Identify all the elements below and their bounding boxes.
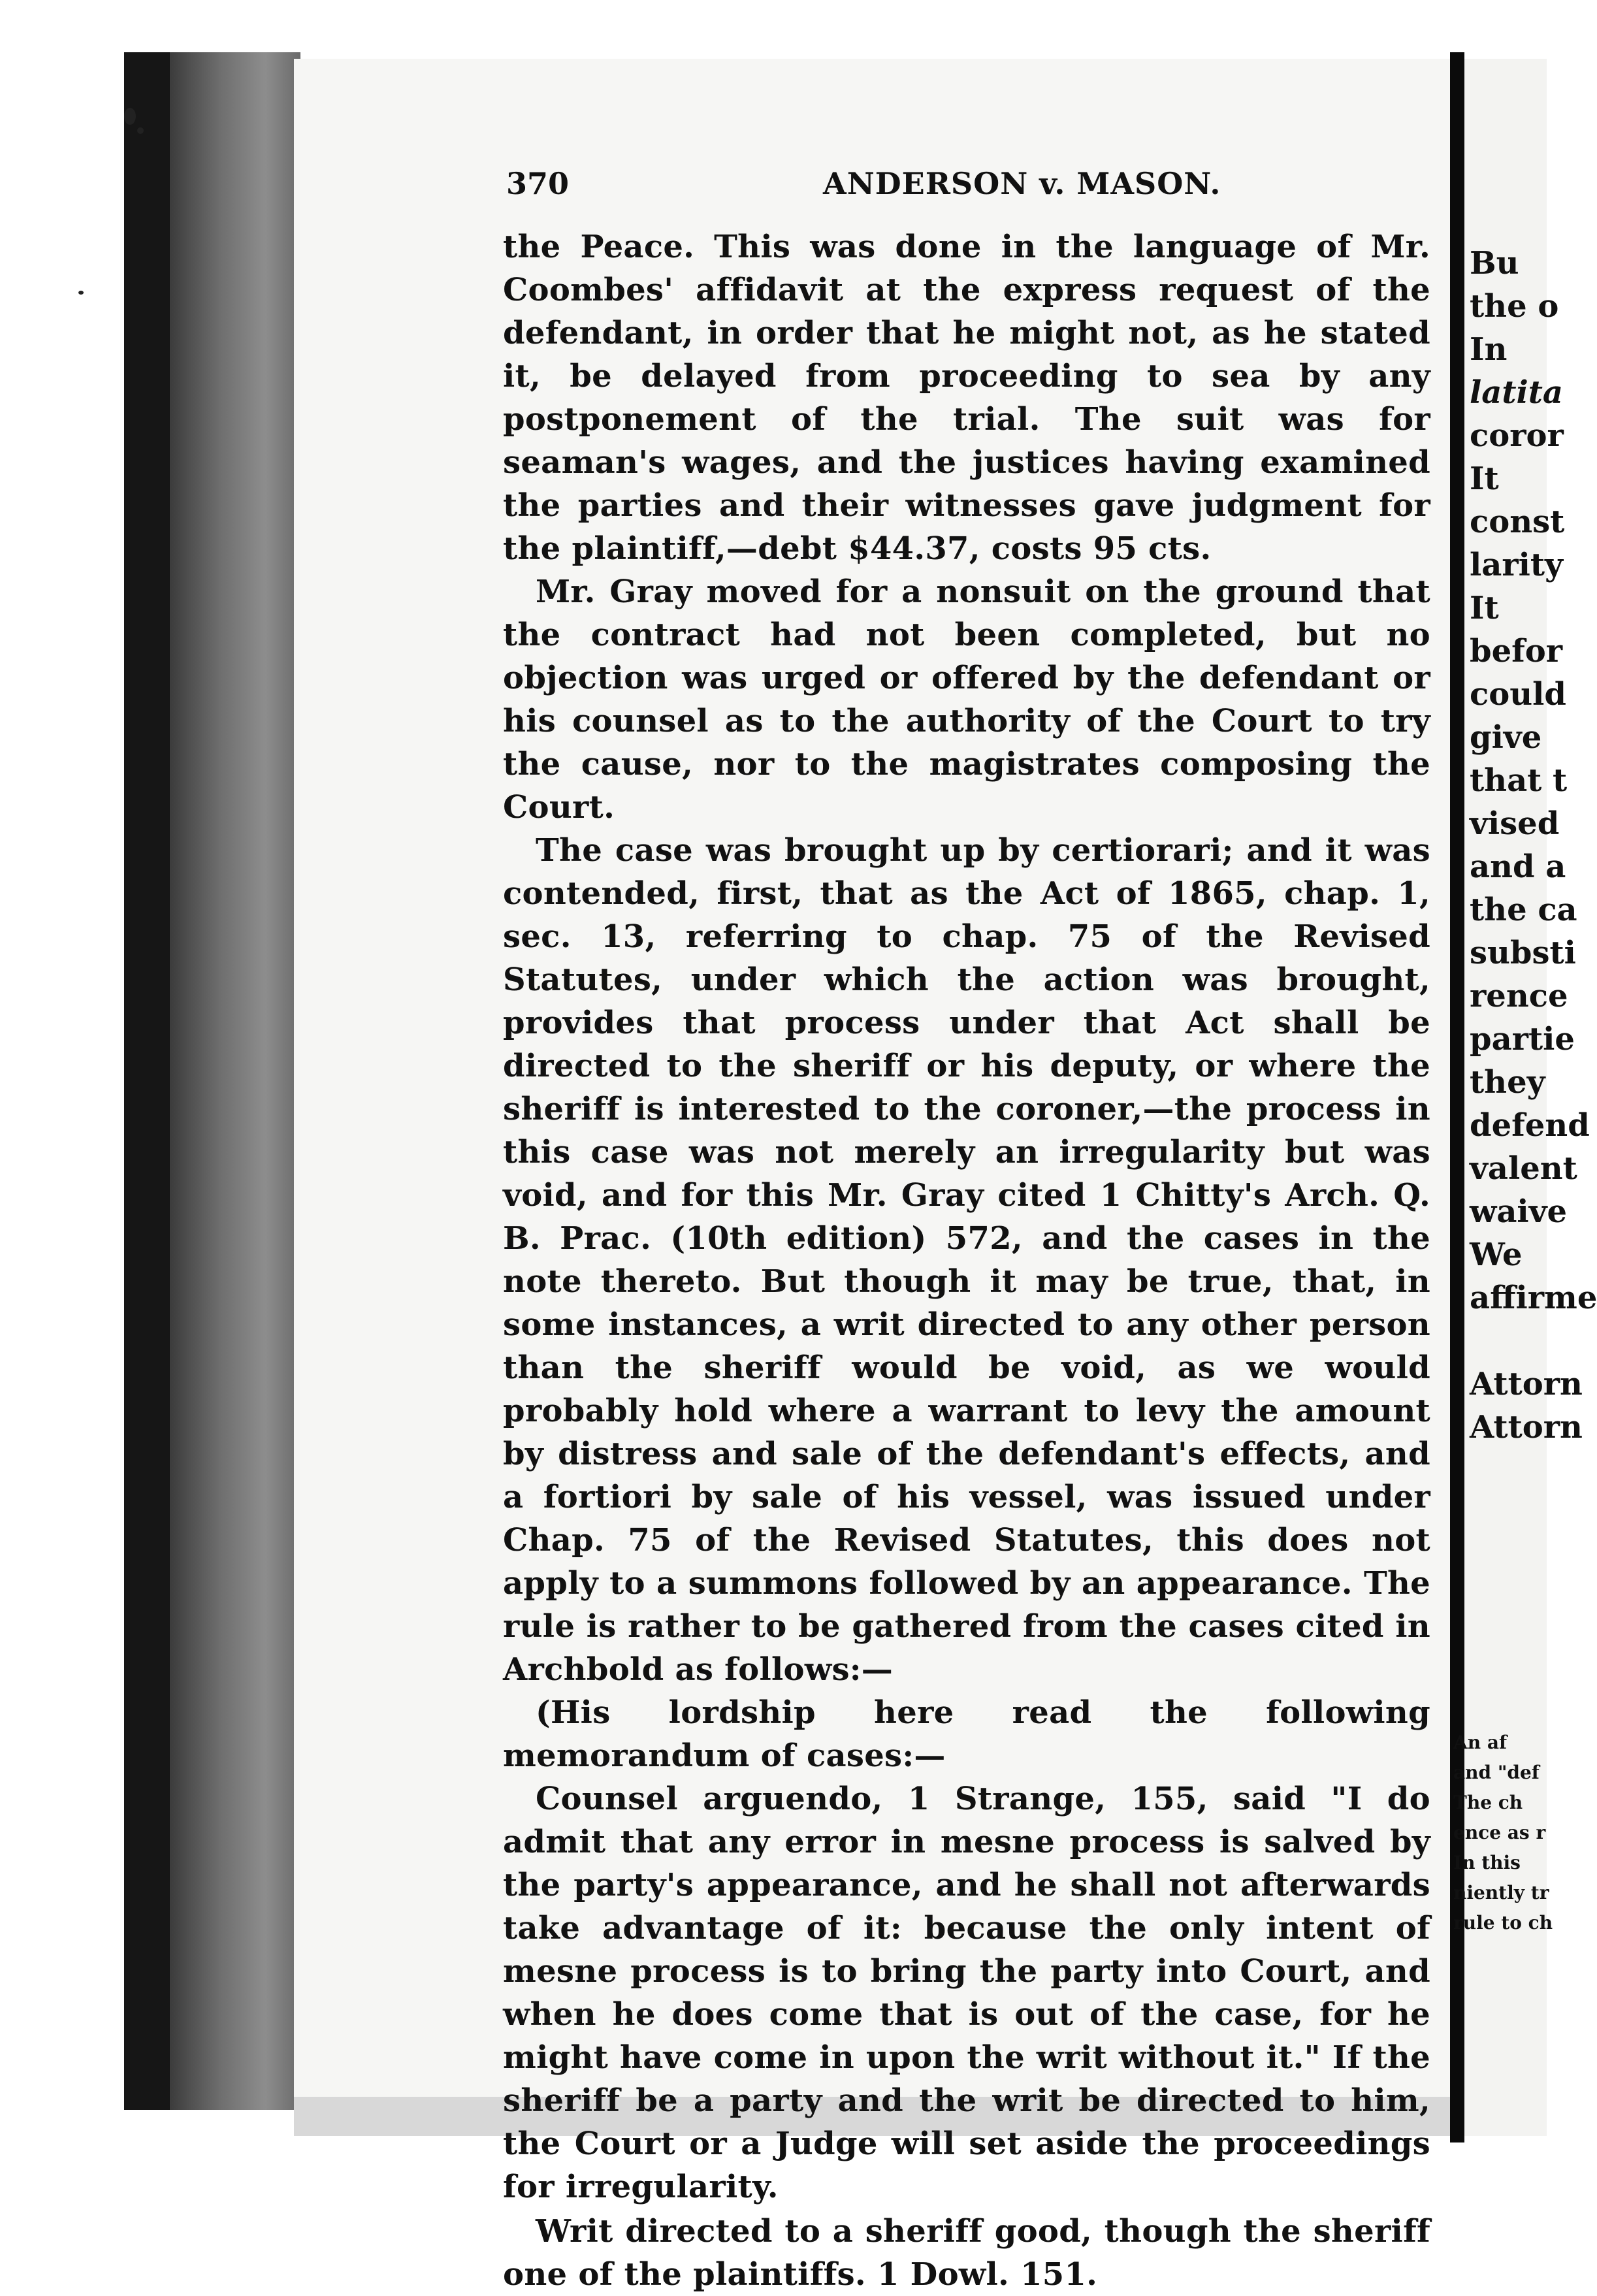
right-page-note-line: In this	[1453, 1852, 1521, 1873]
scan-speck	[78, 291, 84, 295]
right-page-line: It	[1470, 590, 1499, 626]
right-page-note-line: ence as r	[1453, 1822, 1546, 1843]
right-page-note-line: An af	[1453, 1732, 1508, 1753]
right-page-line: valent	[1470, 1150, 1577, 1187]
paragraph: The case was brought up by certiorari; and it was contended, first, that as the Act of 1865, chap. 1, sec. 13, referring to chap. 75 of the Revised Statutes, under which the action was brought, provides that process under that Act shall be directed to the sheriff or his deputy, or where the sheriff is interested to the coroner,—the process in this case was not merely an irregularity but was void, and for this Mr. Gray cited 1 Chitty's Arch. Q. B. Prac. (10th edition) 572, and the cases in the note thereto. But though it may be true, that, in some instances, a writ directed to any other person than the sheriff would be void, as we would probably hold where a warrant to levy the amount by distress and sale of the defendant's effects, and a fortiori by sale of his vessel, was issued under Chap. 75 of the Revised Statutes, this does not apply to a summons followed by an appearance. The rule is rather to be gathered from the cases cited in Archbold as follows:—	[503, 832, 1430, 1688]
right-page-line: substi	[1470, 935, 1576, 971]
page-body	[503, 225, 1430, 2296]
right-page-line: larity	[1470, 547, 1563, 583]
right-page-line: Attorn	[1470, 1409, 1583, 1446]
scan-speck	[137, 127, 144, 134]
paragraph: (His lordship here read the following memorandum of cases:—	[503, 1694, 1430, 1774]
right-page-line: In	[1470, 331, 1508, 368]
right-page-line: could	[1470, 676, 1566, 713]
paragraph: Mr. Gray moved for a nonsuit on the ground that the contract had not been completed, but no objection was urged or offered by the defendant or his counsel as to the authority of the Court to try the cause, nor to the magistrates composing the Court.	[503, 574, 1430, 826]
right-page-note-line: The ch	[1453, 1792, 1523, 1813]
right-page-line: and a	[1470, 849, 1566, 885]
scan-speck	[124, 108, 136, 125]
right-page-line: It	[1470, 461, 1499, 497]
right-page-note-line: niently tr	[1453, 1882, 1549, 1903]
right-page-line: waive	[1470, 1193, 1568, 1230]
right-page-line: Bu	[1470, 245, 1519, 282]
right-page-line: that t	[1470, 762, 1568, 799]
right-page-line: We	[1470, 1237, 1523, 1273]
page-number: 370	[506, 166, 570, 201]
right-page-line: they	[1470, 1064, 1545, 1101]
right-page-line: latita	[1470, 374, 1564, 411]
right-page-text	[1470, 242, 1597, 1449]
paragraph: Writ directed to a sheriff good, though the sheriff one of the plaintiffs. 1 Dowl. 151.	[503, 2213, 1430, 2293]
paragraph: Counsel arguendo, 1 Strange, 155, said "I do admit that any error in mesne process is salved by the party's appearance, and he shall not afterwards take advantage of it: because the only intent of mesne process is to bring the party into Court, and when he does come that is out of the case, for he might have come in upon the writ without it." If the sheriff be a party and the writ be directed to him, the Court or a Judge will set aside the proceedings for irregularity.	[503, 1781, 1430, 2205]
right-page-line	[1470, 1319, 1547, 1363]
right-page-line: rence	[1470, 978, 1568, 1014]
book-edge-dark	[124, 52, 170, 2110]
right-page-line: Attorn	[1470, 1366, 1583, 1402]
paragraph: the Peace. This was done in the language of Mr. Coombes' affidavit at the express request of the defendant, in order that he might not, as he stated it, be delayed from proceeding to sea by any postponement of the trial. The suit was for seaman's wages, and the justices having examined the parties and their witnesses gave judgment for the plaintiff,—debt $44.37, costs 95 cts.	[503, 229, 1430, 567]
right-page-line: defend	[1470, 1107, 1590, 1144]
page-header	[506, 166, 1440, 212]
running-title: ANDERSON v. MASON.	[823, 166, 1221, 201]
right-page-line: befor	[1470, 633, 1563, 670]
right-page-note-line: and "def	[1453, 1762, 1540, 1783]
right-page-line: the ca	[1470, 892, 1577, 928]
right-page-line: affirme	[1470, 1280, 1597, 1316]
right-page-notes	[1453, 1728, 1553, 1938]
right-page-line: give	[1470, 719, 1542, 756]
right-page-line: vised	[1470, 805, 1560, 842]
right-page-line: coror	[1470, 417, 1564, 454]
right-page-line: the o	[1470, 288, 1559, 325]
right-page-note-line: rule to ch	[1453, 1912, 1553, 1933]
right-page-line: partie	[1470, 1021, 1575, 1058]
right-page-line: const	[1470, 504, 1565, 540]
